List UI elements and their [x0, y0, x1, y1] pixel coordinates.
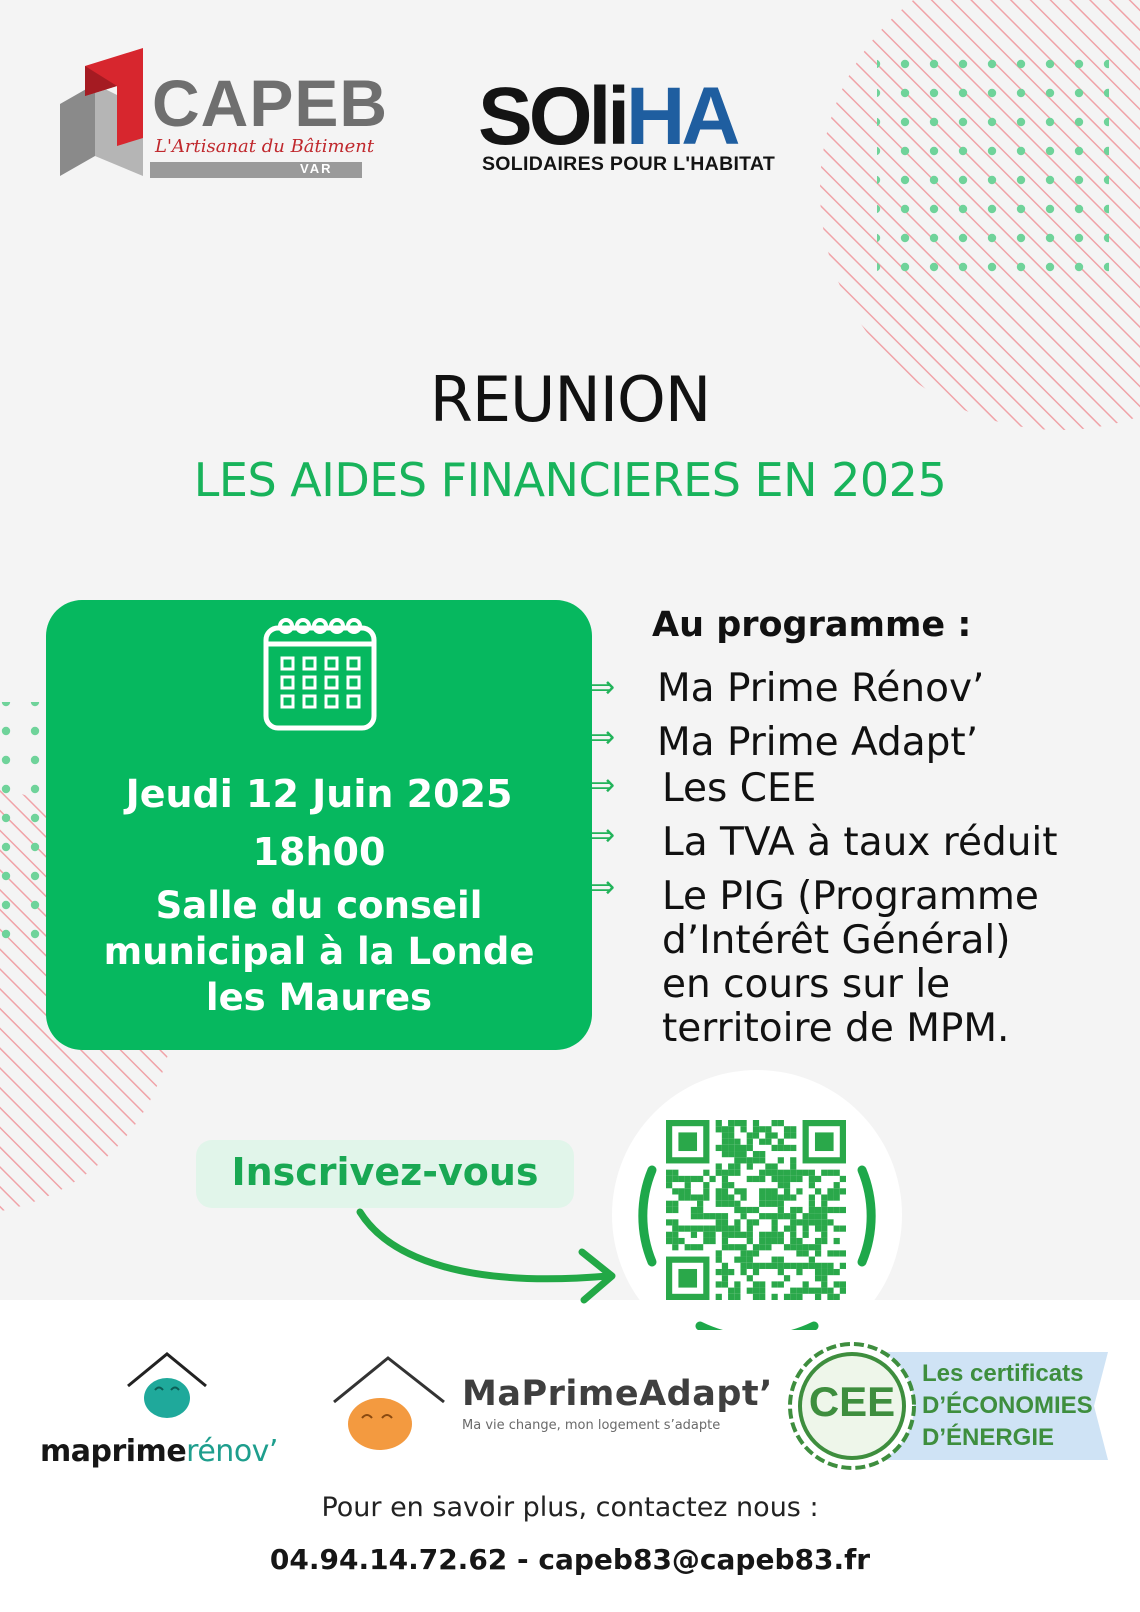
contact-details[interactable]: 04.94.14.72.62 - capeb83@capeb83.fr	[269, 1543, 871, 1576]
cee-badge-text: CEE	[808, 1378, 896, 1425]
dot-grid-top-right	[877, 52, 1109, 284]
contact-intro: Pour en savoir plus, contactez nous :	[321, 1492, 819, 1523]
event-location-line: Salle du conseil	[155, 884, 483, 927]
page-subtitle: LES AIDES FINANCIERES EN 2025	[193, 453, 947, 507]
program-item: La TVA à taux réduit	[662, 820, 1058, 865]
program-item-line: en cours sur le	[662, 962, 951, 1007]
house-roof-icon	[124, 1346, 210, 1418]
program-title: Au programme :	[652, 605, 972, 645]
maprimeadapt-title: MaPrimeAdapt’	[462, 1374, 773, 1414]
program-item-line: d’Intérêt Général)	[662, 918, 1011, 963]
event-date: Jeudi 12 Juin 2025	[125, 772, 513, 816]
qr-finder-pattern	[669, 1123, 706, 1160]
qr-finder-pattern	[806, 1123, 843, 1160]
register-label[interactable]: Inscrivez-vous	[231, 1150, 539, 1194]
arrow-right-icon: ⇒	[590, 670, 616, 705]
calendar-icon	[262, 614, 378, 732]
capeb-name: CAPEB	[152, 66, 389, 140]
soliha-tagline: SOLIDAIRES POUR L'HABITAT	[482, 153, 776, 175]
cee-line: D’ÉCONOMIES	[922, 1392, 1093, 1419]
event-location-line: les Maures	[205, 976, 433, 1019]
cee-line: Les certificats	[922, 1360, 1084, 1387]
program-item: Ma Prime Adapt’	[657, 720, 979, 765]
arrow-right-icon: ⇒	[590, 870, 616, 905]
maprimerenov-name	[40, 1434, 278, 1469]
capeb-cube-icon	[55, 46, 155, 176]
program-item-line: territoire de MPM.	[662, 1006, 1010, 1051]
arrow-right-icon: ⇒	[590, 720, 616, 755]
soliha-name	[478, 71, 737, 162]
cee-line: D’ÉNERGIE	[922, 1424, 1055, 1451]
maprimerenov-name-green: rénov’	[186, 1434, 278, 1469]
soliha-name-blue: HA	[626, 71, 737, 162]
arrow-right-icon: ⇒	[590, 818, 616, 853]
soliha-name-dark: SOli	[478, 71, 627, 162]
qr-finder-pattern	[669, 1260, 706, 1297]
event-location-line: municipal à la Londe	[103, 930, 535, 973]
maprimerenov-name-dark: maprime	[40, 1434, 187, 1469]
house-roof-icon	[330, 1352, 450, 1452]
program-item: Ma Prime Rénov’	[657, 666, 985, 711]
curved-arrow-icon	[350, 1200, 630, 1310]
capeb-tagline: L'Artisanat du Bâtiment	[155, 136, 375, 157]
program-item-line: Le PIG (Programme	[662, 874, 1039, 919]
program-item: Les CEE	[662, 766, 817, 811]
maprimeadapt-tagline: Ma vie change, mon logement s’adapte	[462, 1418, 721, 1433]
page-title: REUNION	[429, 363, 711, 436]
qr-code-matrix[interactable]	[666, 1120, 846, 1300]
event-time: 18h00	[252, 830, 386, 874]
arrow-right-icon: ⇒	[590, 768, 616, 803]
capeb-region: VAR	[300, 161, 333, 176]
